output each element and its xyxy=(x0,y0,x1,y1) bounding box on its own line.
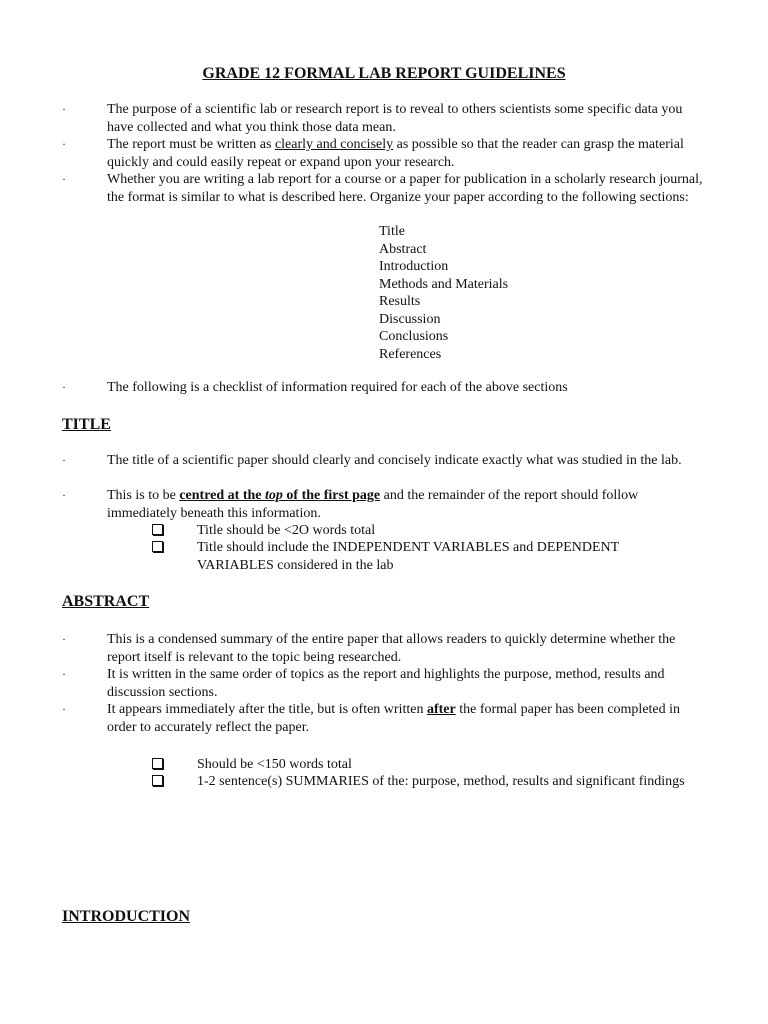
bullet-glyph: · xyxy=(62,172,66,186)
paragraph-text: It is written in the same order of topics as the report and highlights the purpose, method, results and discussion sections. xyxy=(107,667,665,700)
section-list-item: Results xyxy=(379,294,421,309)
section-list-item: Title xyxy=(379,224,405,239)
bullet-glyph: · xyxy=(62,488,66,502)
section-list-item: Discussion xyxy=(379,311,441,327)
text-run: This is to be xyxy=(107,488,180,503)
bullet-glyph: · xyxy=(62,102,66,116)
paragraph-text: This is a condensed summary of the entire paper that allows readers to quickly determine whether the report itself is relevant to the topic being researched. xyxy=(107,632,676,665)
text-run: and the remainder of the report should follow immediately beneath this information. xyxy=(107,488,639,521)
emphasis-centred xyxy=(179,488,380,503)
checklist-text: Title should include the INDEPENDENT VARIABLES and DEPENDENT VARIABLES considered in the lab xyxy=(197,540,619,573)
heading-abstract: ABSTRACT xyxy=(62,593,150,610)
section-list-item: Introduction xyxy=(379,259,449,274)
bullet-glyph: · xyxy=(62,453,66,467)
section-list-item: Conclusions xyxy=(379,329,449,344)
bullet-glyph: · xyxy=(62,137,66,151)
text-run: as possible so that the reader can grasp the material quickly and could easily repeat or expand upon your research. xyxy=(107,137,684,170)
paragraph-text xyxy=(107,487,707,522)
paragraph-text: The title of a scientific paper should clearly and concisely indicate exactly what was studied in the lab. xyxy=(107,453,682,468)
paragraph-text: Whether you are writing a lab report for a course or a paper for publication in a scholarly research journal, the format is similar to what is described here. Organize your paper according to the following sections: xyxy=(107,172,703,205)
paragraph-text: The following is a checklist of information required for each of the above sections xyxy=(107,380,568,395)
bullet-glyph: · xyxy=(62,702,66,716)
heading-introduction: INTRODUCTION xyxy=(62,908,191,925)
checklist-text: Should be <150 words total xyxy=(197,757,352,772)
text-run: It appears immediately after the title, but is often written xyxy=(107,702,427,717)
checkbox-square-icon xyxy=(152,524,163,535)
text-run: of the first page xyxy=(282,488,381,503)
bullet-glyph: · xyxy=(62,632,66,646)
emphasis-after: after xyxy=(426,702,456,717)
text-run: The report must be written as xyxy=(107,137,275,152)
section-list xyxy=(379,223,508,363)
text-run: centred at the xyxy=(179,488,266,503)
checklist-text: 1-2 sentence(s) SUMMARIES of the: purpose, method, results and significant findings xyxy=(197,774,685,789)
paragraph-text xyxy=(107,701,707,736)
section-list-item: Methods and Materials xyxy=(379,276,509,292)
section-list-item: References xyxy=(379,346,442,362)
checkbox-square-icon xyxy=(152,775,163,786)
section-list-item: Abstract xyxy=(379,241,427,257)
heading-title: TITLE xyxy=(62,416,111,433)
bullet-glyph: · xyxy=(62,380,66,394)
paragraph-text xyxy=(107,136,707,171)
text-run: the formal paper has been completed in order to accurately reflect the paper. xyxy=(107,702,681,735)
checklist-text: Title should be <2O words total xyxy=(197,523,376,538)
checkbox-square-icon xyxy=(152,758,163,769)
checkbox-square-icon xyxy=(152,541,163,552)
paragraph-text: The purpose of a scientific lab or research report is to reveal to others scientists some specific data you have collected and what you think those data mean. xyxy=(107,102,683,135)
emphasis-clearly-concisely: clearly and concisely xyxy=(274,137,394,152)
document-title: GRADE 12 FORMAL LAB REPORT GUIDELINES xyxy=(202,65,566,82)
bullet-glyph: · xyxy=(62,667,66,681)
emphasis-top: top xyxy=(265,488,283,503)
